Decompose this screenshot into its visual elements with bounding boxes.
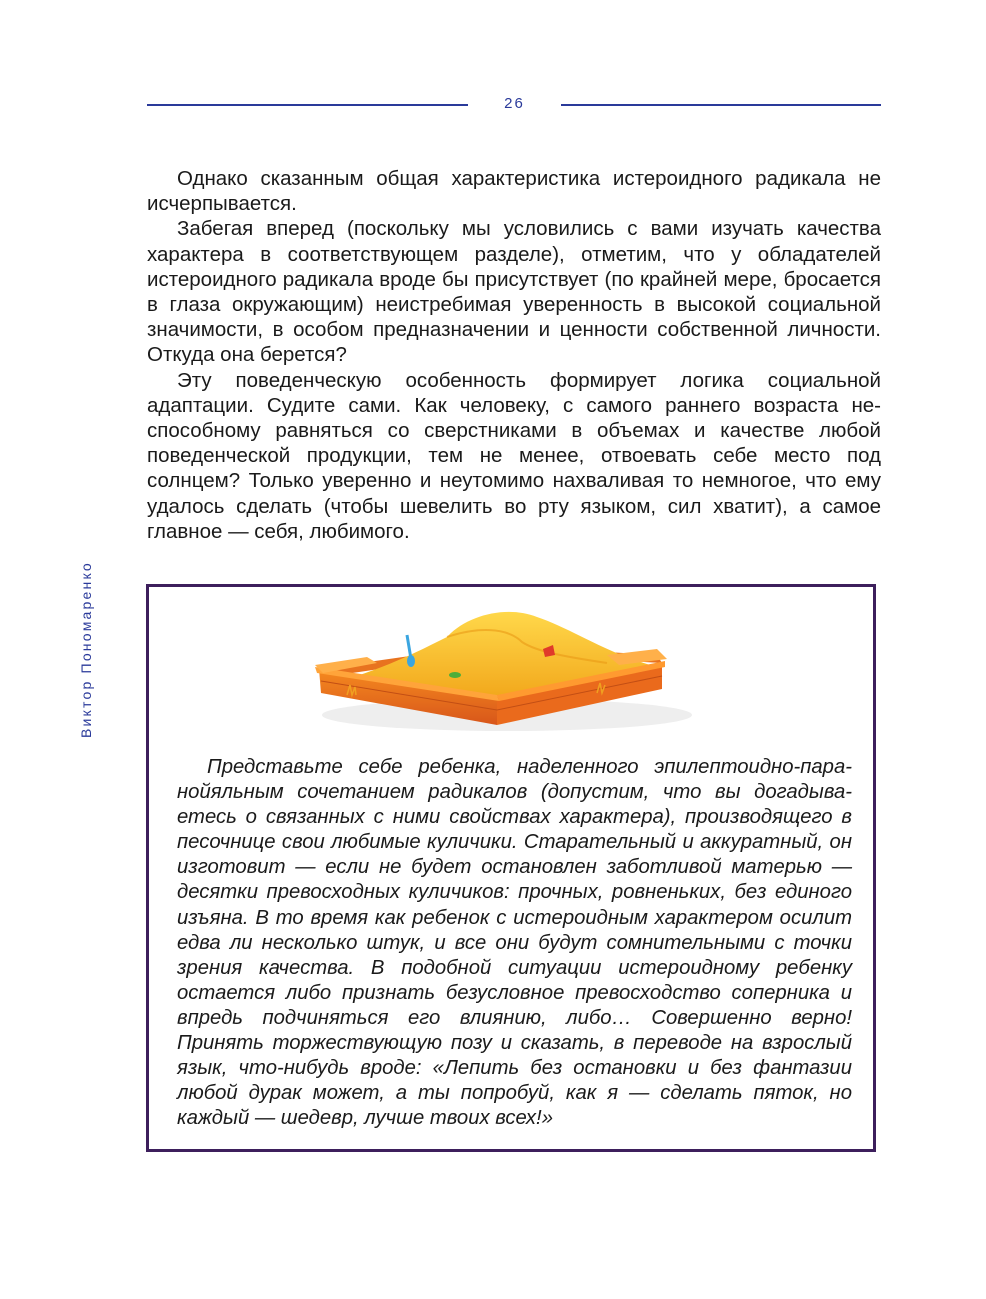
body-text <box>147 166 881 544</box>
paragraph: Эту поведенческую особенность формирует логика социальной адаптации. Судите сами. Как человеку, с самого раннего возраста неспособному равняться со сверстниками в объемах и качестве любой поведенческой продукции, тем не менее, отвоевать себе место под солнцем? Только уверенно и неутомимо нахваливая то немногое, что ему удалось сделать (чтобы шевелить во рту языком, сил хватит), а самое главное — себя, любимого. <box>147 368 881 543</box>
running-author: Виктор Пономаренко <box>78 561 94 738</box>
header-rule-left <box>147 104 468 106</box>
callout-box <box>146 584 876 1152</box>
paragraph: Однако сказанным общая характеристика истероидного радикала не исчерпывается. <box>147 167 881 216</box>
page-number: 26 <box>504 95 525 112</box>
callout-text: Представьте себе ребенка, наделенного эпилептоидно-паранойяльным сочетанием радикалов (допустим, что вы догадываетесь о связанных с ними свойствах характера), производящего в песочнице свои любимые куличики. Старательный и аккуратный, он изготовит — если не будет остановлен заботливой матерью — десятки превосходных куличиков: прочных, ровненьких, без единого изъяна. В то время как ребенок с истероидным характером осилит едва ли несколько штук, и все они будут сомнительными с точки зрения качества. В подобной ситуации истероидному ребенку остается либо признать безусловное превосходство соперника и впредь подчиняться его влиянию, либо… Совершенно верно! Принять торжествующую позу и сказать, в переводе на взрослый язык, что-нибудь вроде: «Лепить без остановки и без фантазии любой дурак может, а ты попробуй, как я — сделать пяток, но каждый — шедевр, лучше твоих всех!» <box>177 756 852 1130</box>
paragraph: Забегая вперед (поскольку мы условились с вами изучать качества характера в соответствующем разделе), отметим, что у обладателей истероидного радикала вроде бы присутствует (по крайней мере, бросается в глаза окружающим) неистребимая уверенность в высокой социальной значимости, в особом предназначении и ценности собственной личности. Откуда она берется? <box>147 217 881 367</box>
sandbox-illustration-icon <box>307 597 707 737</box>
header-rule-right <box>561 104 881 106</box>
